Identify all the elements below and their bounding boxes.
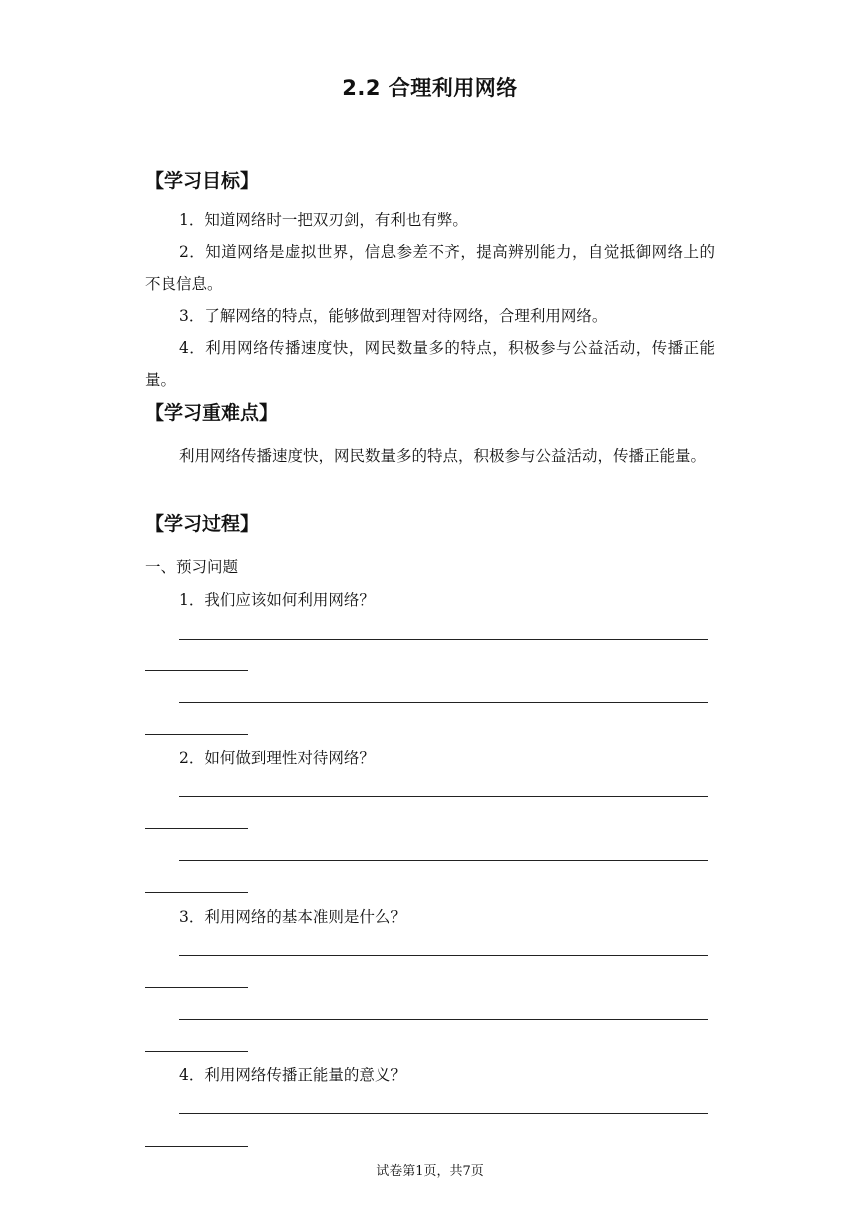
answer-line[interactable] xyxy=(179,860,708,861)
answer-line[interactable] xyxy=(179,702,708,703)
answer-line[interactable] xyxy=(179,639,708,640)
answer-line[interactable] xyxy=(179,1019,708,1020)
objective-item-2: 2．知道网络是虚拟世界，信息参差不齐，提高辨别能力，自觉抵御网络上的不良信息。 xyxy=(145,243,715,293)
objective-item-4: 4．利用网络传播速度快，网民数量多的特点，积极参与公益活动，传播正能量。 xyxy=(145,339,715,389)
answer-line-continuation[interactable] xyxy=(145,670,248,671)
answer-line-continuation[interactable] xyxy=(145,828,248,829)
question-3: 3．利用网络的基本准则是什么？ xyxy=(179,908,406,926)
preview-questions-subheading: 一、预习问题 xyxy=(145,558,239,576)
key-points-heading: 【学习重难点】 xyxy=(145,402,279,424)
answer-line-continuation[interactable] xyxy=(145,1146,248,1147)
objective-item-1: 1．知道网络时一把双刃剑，有利也有弊。 xyxy=(179,211,468,229)
page-title: 2.2 合理利用网络 xyxy=(342,76,518,100)
answer-line[interactable] xyxy=(179,1113,708,1114)
key-points-text: 利用网络传播速度快，网民数量多的特点，积极参与公益活动，传播正能量。 xyxy=(179,447,707,465)
objectives-heading: 【学习目标】 xyxy=(145,170,260,192)
answer-line-continuation[interactable] xyxy=(145,987,248,988)
answer-line[interactable] xyxy=(179,796,708,797)
process-heading: 【学习过程】 xyxy=(145,513,260,535)
answer-line-continuation[interactable] xyxy=(145,1051,248,1052)
question-2: 2．如何做到理性对待网络？ xyxy=(179,749,375,767)
question-4: 4．利用网络传播正能量的意义？ xyxy=(179,1066,406,1084)
page-footer: 试卷第1页，共7页 xyxy=(376,1164,484,1179)
answer-line[interactable] xyxy=(179,955,708,956)
answer-line-continuation[interactable] xyxy=(145,734,248,735)
answer-line-continuation[interactable] xyxy=(145,892,248,893)
question-1: 1．我们应该如何利用网络？ xyxy=(179,591,375,609)
objective-item-3: 3．了解网络的特点，能够做到理智对待网络，合理利用网络。 xyxy=(179,307,608,325)
